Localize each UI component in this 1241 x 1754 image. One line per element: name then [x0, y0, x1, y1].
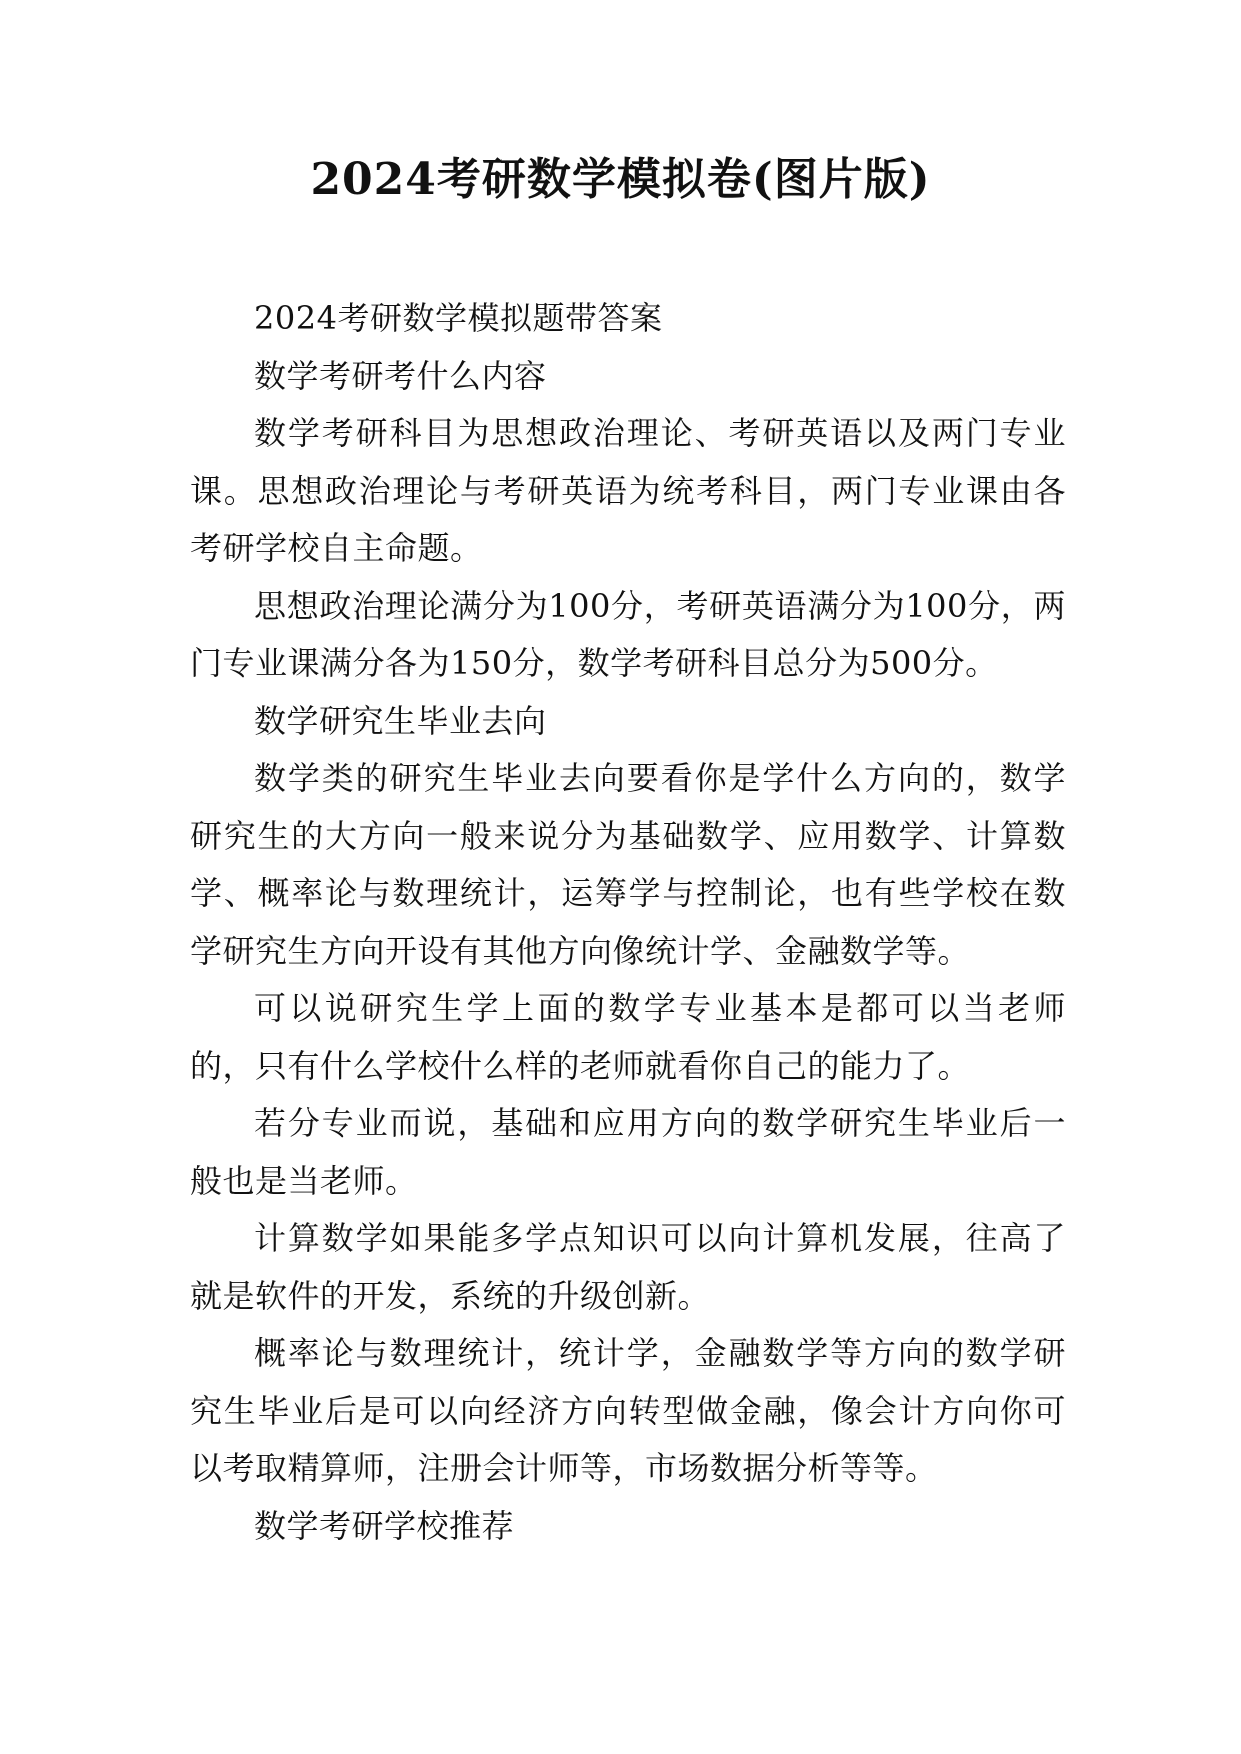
paragraph-heading-exam-content: 数学考研考什么内容 [254, 356, 547, 395]
paragraph-career-directions: 数学类的研究生毕业去向要看你是学什么方向的，数学研究生的大方向一般来说分为基础数学、应用数学、计算数学、概率论与数理统计，运筹学与控制论，也有些学校在数学研究生方向开设有其他方向像统计学、金融数学等。 [190, 759, 1066, 970]
paragraph-exam-scores: 思想政治理论满分为100分，考研英语满分为100分，两门专业课满分各为150分，数学考研科目总分为500分。 [190, 586, 1066, 682]
paragraph-probability-finance: 概率论与数理统计，统计学，金融数学等方向的数学研究生毕业后是可以向经济方向转型做金融，像会计方向你可以考取精算师，注册会计师等，市场数据分析等等。 [190, 1334, 1066, 1487]
document-body [190, 290, 1066, 1555]
document-title: 2024考研数学模拟卷(图片版) [310, 154, 931, 205]
paragraph-teacher: 可以说研究生学上面的数学专业基本是都可以当老师的，只有什么学校什么样的老师就看你自己的能力了。 [190, 989, 1066, 1085]
paragraph-basic-applied: 若分专业而说，基础和应用方向的数学研究生毕业后一般也是当老师。 [190, 1104, 1066, 1200]
paragraph-exam-subjects: 数学考研科目为思想政治理论、考研英语以及两门专业课。思想政治理论与考研英语为统考科目，两门专业课由各考研学校自主命题。 [190, 414, 1066, 567]
paragraph-heading-career: 数学研究生毕业去向 [254, 701, 547, 740]
paragraph-heading-schools: 数学考研学校推荐 [254, 1506, 515, 1545]
paragraph-subtitle: 2024考研数学模拟题带答案 [254, 299, 663, 337]
paragraph-computational: 计算数学如果能多学点知识可以向计算机发展，往高了就是软件的开发，系统的升级创新。 [190, 1219, 1066, 1315]
